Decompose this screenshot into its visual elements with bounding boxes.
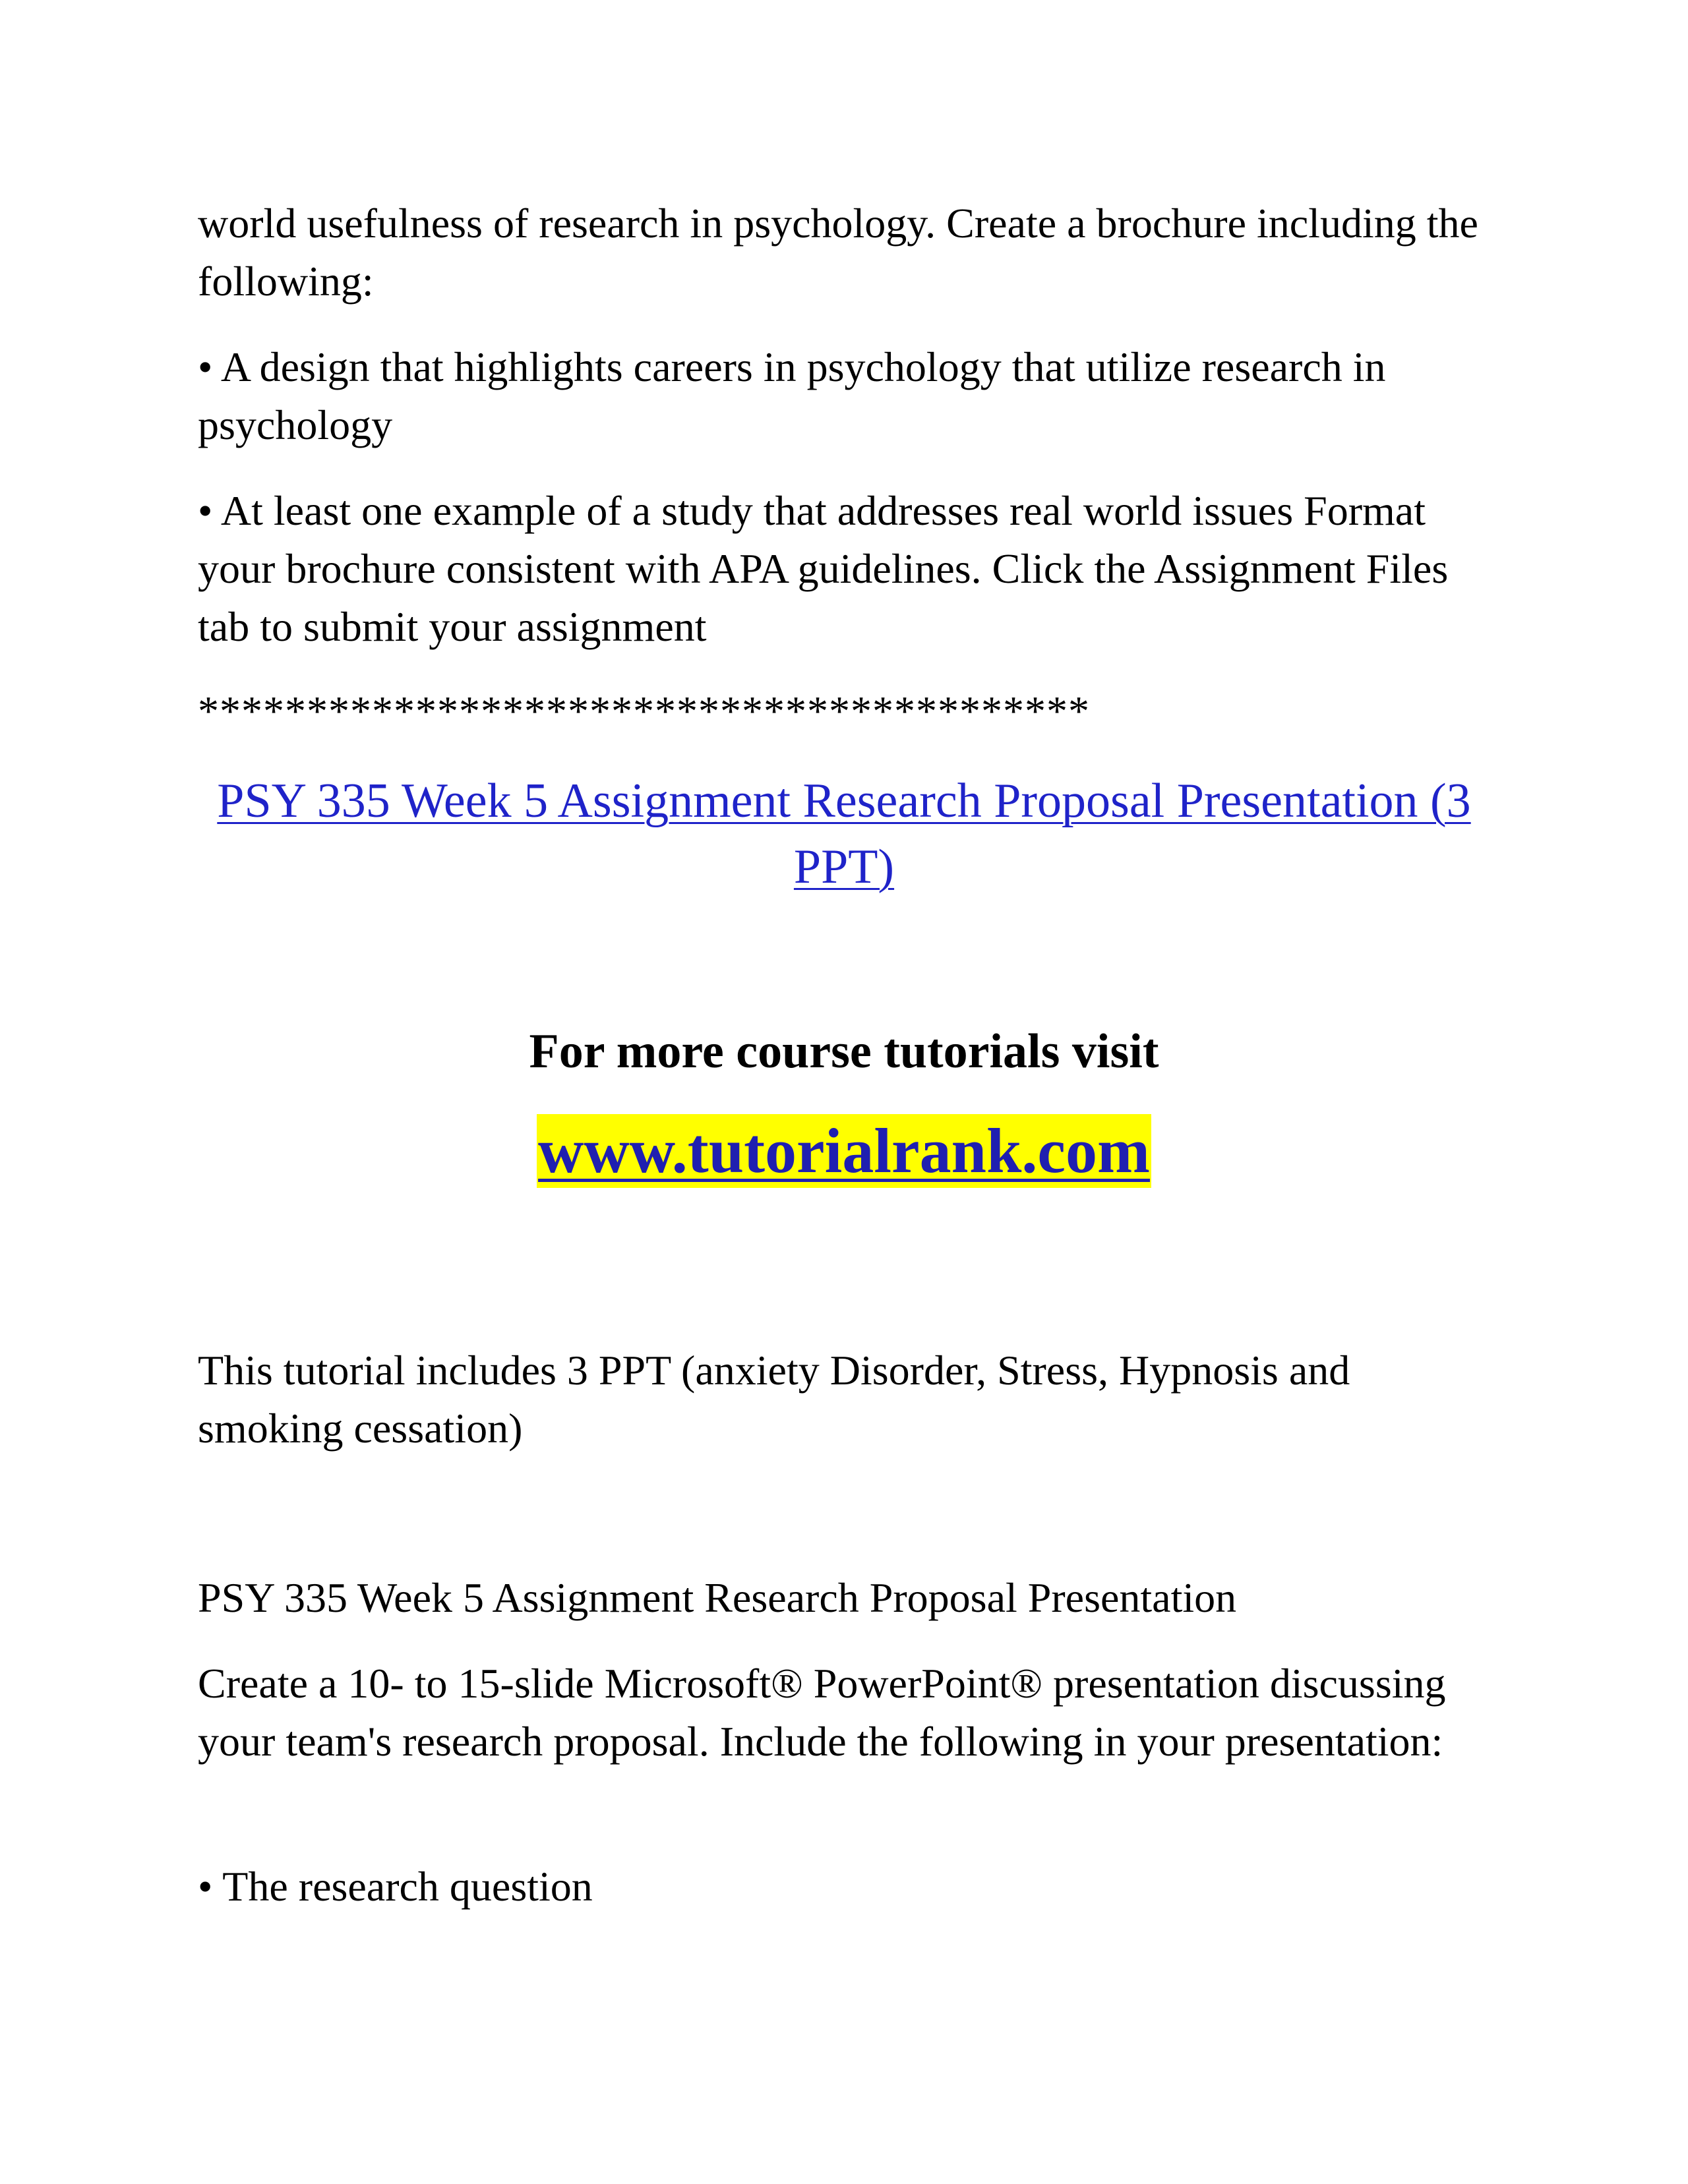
assignment-link[interactable]: PSY 335 Week 5 Assignment Research Proposal Presentation (3 PPT)	[217, 774, 1471, 894]
separator-stars: *****************************************	[198, 688, 1090, 734]
promo-site-row	[0, 1114, 1688, 1188]
assignment-title-text: PSY 335 Week 5 Assignment Research Proposal Presentation	[198, 1574, 1237, 1621]
bullet-careers-design: • A design that highlights careers in psychology that utilize research in psychology	[198, 343, 1386, 448]
assignment-instructions: Create a 10- to 15-slide Microsoft® PowerPoint® presentation discussing your team's research proposal. Include the following in your presentation:	[198, 1660, 1446, 1765]
paragraph-brochure-intro: world usefulness of research in psychology. Create a brochure including the following:	[198, 200, 1478, 305]
promo-site-link[interactable]: www.tutorialrank.com	[537, 1114, 1151, 1188]
tutorial-includes-text: This tutorial includes 3 PPT (anxiety Disorder, Stress, Hypnosis and smoking cessation)	[198, 1347, 1350, 1452]
assignment-link-heading	[198, 768, 1490, 900]
promo-visit-text: For more course tutorials visit	[529, 1024, 1159, 1078]
bullet-research-question: • The research question	[198, 1863, 593, 1910]
bullet-study-example: • At least one example of a study that addresses real world issues Format your brochure consistent with APA guidelines. Click the Assignment Files tab to submit your assignment	[198, 487, 1449, 650]
